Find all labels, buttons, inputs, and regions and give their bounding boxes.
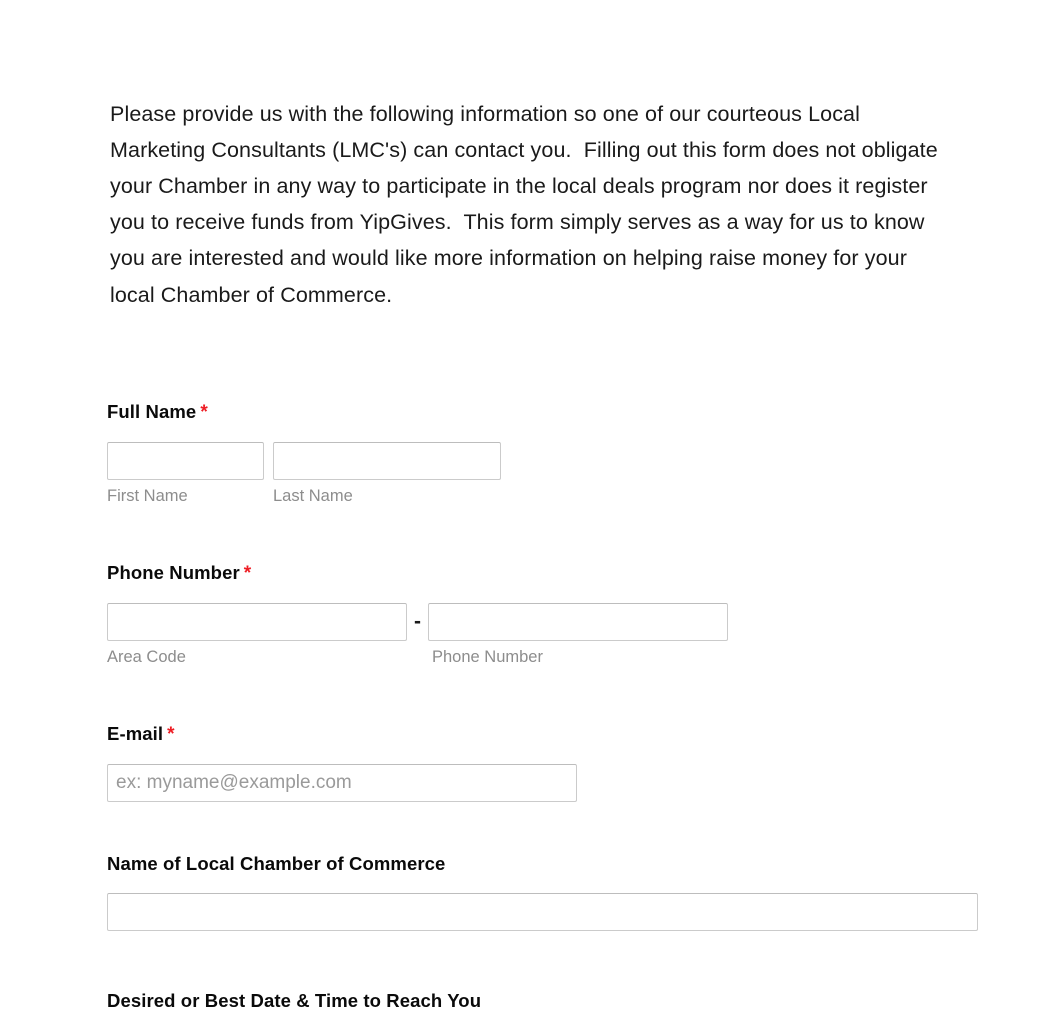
field-email (107, 722, 577, 802)
email-input[interactable] (107, 764, 577, 802)
required-asterisk: * (243, 563, 252, 584)
first-name-input[interactable] (107, 442, 264, 480)
email-inputs-row (107, 764, 577, 802)
full-name-label (107, 400, 501, 425)
phone-separator-dash: - (414, 610, 421, 633)
phone-number-label-text: Phone Number (107, 562, 240, 583)
field-desired-datetime (107, 989, 481, 1011)
full-name-label-text: Full Name (107, 401, 197, 422)
full-name-inputs-row (107, 442, 501, 506)
last-name-group (273, 442, 501, 506)
first-name-sublabel: First Name (107, 487, 188, 505)
phone-number-input[interactable] (428, 603, 728, 641)
chamber-name-input[interactable] (107, 893, 978, 931)
intro-paragraph: Please provide us with the following information so one of our courteous Local Marketing Consultants (LMC's) can contact you. Filling out this form does not obligate your Chamber in any way to participate in the local deals program nor does it register you to receive funds from YipGives. This form simply serves as a way for us to know you are interested and would like more information on helping raise money for your local Chamber of Commerce. (110, 101, 944, 307)
chamber-inputs-row (107, 893, 978, 931)
chamber-name-label (107, 852, 978, 876)
phone-number-sublabel: Phone Number (432, 648, 543, 666)
field-chamber-name (107, 852, 978, 931)
desired-datetime-label-text: Desired or Best Date & Time to Reach You (107, 990, 482, 1011)
phone-number-label (107, 561, 732, 586)
chamber-name-label-text: Name of Local Chamber of Commerce (107, 853, 446, 874)
last-name-sublabel: Last Name (273, 487, 353, 505)
required-asterisk: * (200, 402, 208, 423)
first-name-group (107, 442, 264, 506)
field-full-name (107, 400, 501, 506)
email-label (107, 722, 577, 747)
desired-datetime-label (107, 989, 481, 1011)
email-label-text: E-mail (107, 723, 164, 744)
last-name-input[interactable] (273, 442, 501, 480)
phone-sublabels (107, 647, 732, 667)
required-asterisk: * (167, 724, 175, 745)
area-code-sublabel: Area Code (107, 648, 186, 666)
area-code-input[interactable] (107, 603, 407, 641)
field-phone-number (107, 561, 732, 667)
phone-inputs-row (107, 603, 732, 641)
